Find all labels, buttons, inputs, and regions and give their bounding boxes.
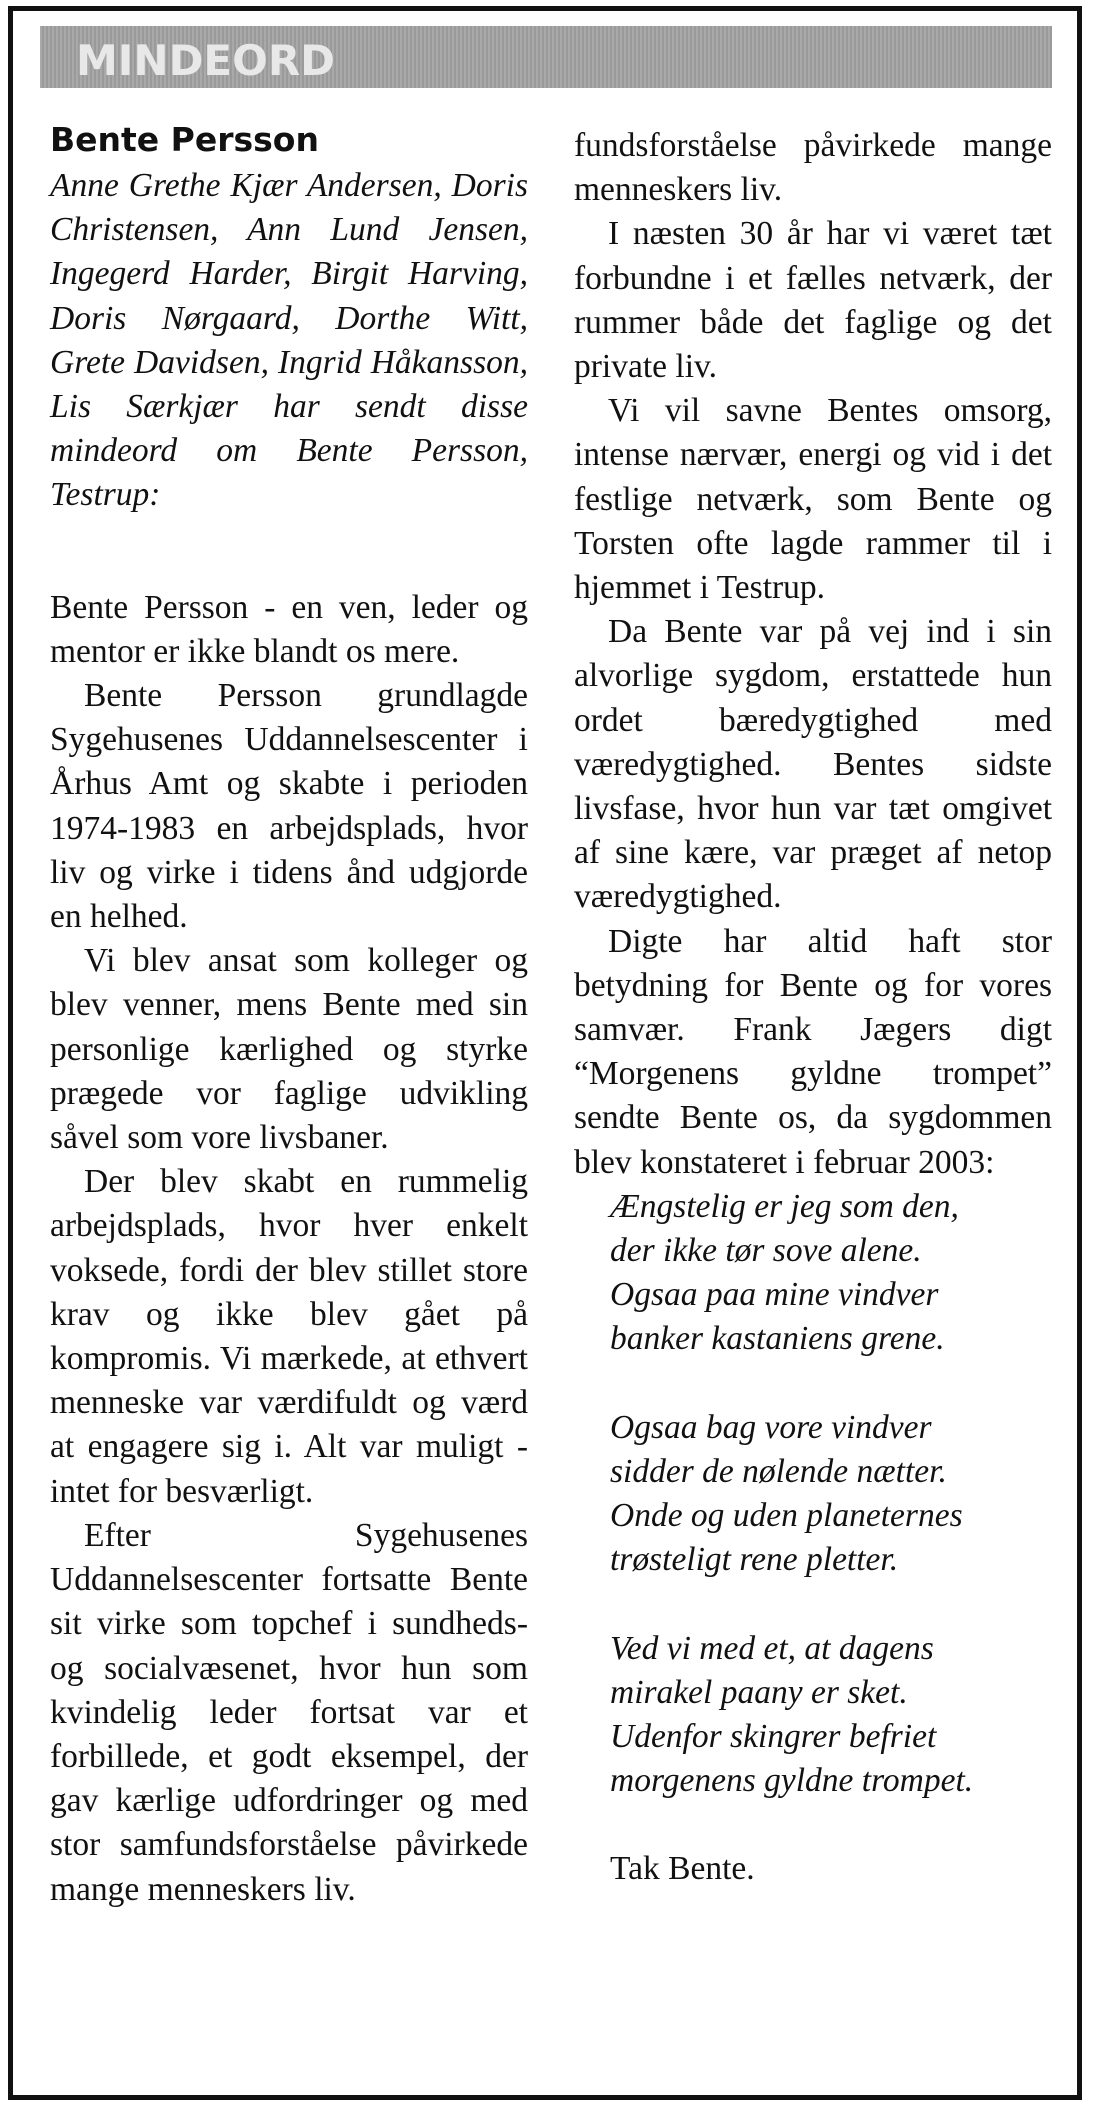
poem-stanza: Ængstelig er jeg som den, der ikke tør sove alene. Ogsaa paa mine vindver banker kastaniens grene. [610, 1187, 959, 1358]
paragraph: Da Bente var på vej ind i sin alvorlige sygdom, erstattede hun ordet bæredygtighed med væredygtighed. Bentes sidste livsfase, hvor hun var tæt omgivet af sine kære, var præget af netop væredygtighed. [574, 613, 1052, 916]
paragraph: I næsten 30 år har vi været tæt forbundne i et fælles netværk, der rummer både det faglige og det private liv. [574, 215, 1052, 386]
column-right [574, 124, 1052, 1892]
paragraph-continuation: fundsforståelse påvirkede mange menneskers liv. [574, 127, 1052, 209]
poem-stanza: Ogsaa bag vore vindver sidder de nølende nætter. Onde og uden planeternes trøsteligt rene pletter. [610, 1408, 963, 1579]
poem-stanza: Ved vi med et, at dagens mirakel paany er sket. Udenfor skingrer befriet morgenens gyldne trompet. [610, 1629, 974, 1800]
section-label: MINDEORD [76, 36, 336, 85]
article-byline: Anne Grethe Kjær Andersen, Doris Christensen, Ann Lund Jensen, Ingegerd Harder, Birgit Harving, Doris Nørgaard, Dorthe Witt, Grete Davidsen, Ingrid Håkansson, Lis Særkjær har sendt disse mindeord om Bente Persson, Testrup: [50, 167, 528, 514]
paragraph: Bente Persson - en ven, leder og mentor er ikke blandt os mere. [50, 588, 528, 670]
paragraph: Der blev skabt en rummelig arbejdsplads, hvor hver enkelt voksede, fordi der blev stillet store krav og ikke blev gået på kompromis. Vi mærkede, at ethvert menneske var værdifuldt og værd at engagere sig i. Alt var muligt - intet for besværligt. [50, 1163, 528, 1510]
paragraph-continued: Efter Sygehusenes Uddannelsescenter fortsatte Bente sit virke som topchef i sundheds- og socialvæsenet, hvor hun som kvindelig leder fortsat var et forbillede, et godt eksempel, der gav kærlige udfordringer og med stor samfundsforståelse påvirkede mange menneskers liv. [50, 1516, 528, 1908]
closing-line: Tak Bente. [610, 1850, 755, 1888]
paragraph: Vi blev ansat som kolleger og blev venner, mens Bente med sin personlige kærlighed og styrke prægede vor faglige udvikling såvel som vore livsbaner. [50, 942, 528, 1157]
column-left [50, 118, 528, 1908]
article-title: Bente Persson [50, 120, 319, 159]
paragraph: Bente Persson grundlagde Sygehusenes Uddannelsescenter i Århus Amt og skabte i perioden 1974-1983 en arbejdsplads, hvor liv og virke i tidens ånd udgjorde en helhed. [50, 677, 528, 936]
paragraph: Vi vil savne Bentes omsorg, intense nærvær, energi og vid i det festlige netværk, som Bente og Torsten ofte lagde rammer til i hjemmet i Testrup. [574, 392, 1052, 607]
paragraph: Digte har altid haft stor betydning for Bente og for vores samvær. Frank Jægers digt “Morgenens gyldne trompet” sendte Bente os, da sygdommen blev konstateret i februar 2003: [574, 922, 1052, 1181]
